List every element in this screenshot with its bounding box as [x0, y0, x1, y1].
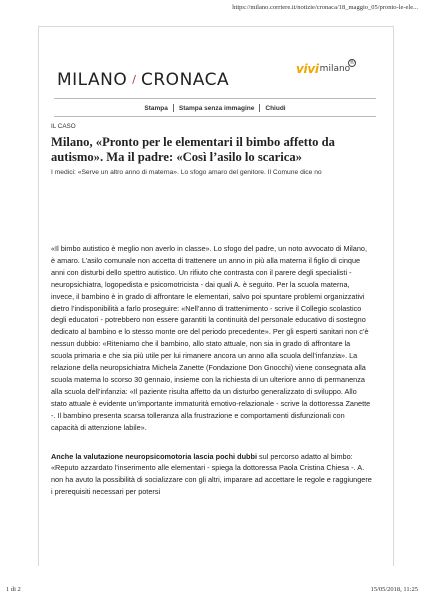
article-summary: I medici: «Serve un altro anno di materna». Lo sfogo amaro del genitore. Il Comune dice no: [51, 169, 322, 176]
registered-mark: ®: [349, 60, 355, 66]
masthead-section: CRONACA: [141, 70, 230, 90]
article-paragraph: «Il bimbo autistico è meglio non averlo in classe». Lo sfogo del padre, un noto avvocato di Milano, è amaro. L’asilo comunale non accetta di trattenere un anno in più alla materna il figlio di cinque anni con disturbi dello spettro autistico. Un rifiuto che contrasta con il parere degli specialisti - neuropsichiatra, logopedista e psicomotricista - dai quali A. è seguito. Per la scuola materna, invece, il bambino è in grado di affrontare le elementari, salvo poi spuntare problemi organizzativi dietro l’indisponibilità a farlo proseguire: «Nell’anno di trattenimento - scrive il Collegio scolastico degli educatori - potrebbero non essere garantiti la continuità del personale educativo di sostegno dedicato al bambino e lo stesso monte ore del periodo precedente». Per gli esperti sanitari non c’è nessun dubbio: «Riteniamo che il bambino, allo stato attuale, non sia in grado di affrontare la scuola primaria e che sia più utile per lui rimanere ancora un anno alla scuola dell’infanzia». La relazione della neuropsichiatra Michela Zanette (Fondazione Don Gnocchi) viene consegnata alla scuola materna lo scorso 30 gennaio, insieme con la richiesta di un ulteriore anno di permanenza alla scuola dell’infanzia: «Il paziente risulta affetto da un disturbo generalizzato di sviluppo. Allo stato attuale è evidente un’importante immaturità emotivo-relazionale - scrive la dottoressa Zanette -. Il bambino presenta scarsa tolleranza alla frustrazione e comportamenti disfunzionali con capacità di attenzione labile».: [51, 244, 371, 432]
masthead-city: MILANO: [57, 70, 128, 90]
toolbar-top-rule: [54, 98, 376, 99]
article-paragraph: [51, 451, 373, 499]
paragraph-lead: Anche la valutazione neuropsicomotoria lascia pochi dubbi: [51, 451, 257, 461]
vivimilano-logo[interactable]: [296, 60, 355, 76]
toolbar-bottom-rule: [54, 116, 376, 117]
logo-vivi-text: vivi: [296, 62, 319, 76]
article-kicker: IL CASO: [51, 123, 76, 130]
article-headline: Milano, «Pronto per le elementari il bimbo affetto da autismo». Ma il padre: «Così l’asilo lo scarica»: [51, 135, 335, 164]
print-url: https://milano.corriere.it/notizie/cronaca/18_maggio_05/pronto-le-ele...: [232, 4, 418, 11]
print-page-number: 1 di 2: [6, 586, 21, 593]
paragraph-spacer: [51, 434, 373, 451]
masthead[interactable]: [57, 70, 229, 90]
article-header: [51, 123, 377, 177]
print-datetime: 15/05/2018, 11:25: [370, 586, 418, 593]
logo-milano-text: milano: [319, 64, 351, 74]
print-toolbar: [54, 100, 376, 116]
masthead-separator: /: [132, 73, 136, 86]
close-button[interactable]: Chiudi: [265, 104, 286, 112]
article-body: [51, 243, 373, 498]
print-no-image-button[interactable]: Stampa senza immagine: [178, 104, 255, 112]
print-button[interactable]: Stampa: [144, 104, 168, 112]
paragraph-text: sul percorso adatto al bimbo: «Reputo azzardato l’inserimento alle elementari - spiega la dottoressa Paola Cristina Chiesa -. A. non ha avuto la possibilità di socializzare con gli altri, imparare ad accettare le regole e raggiungere i prerequisiti necessari per potersi: [51, 451, 372, 497]
